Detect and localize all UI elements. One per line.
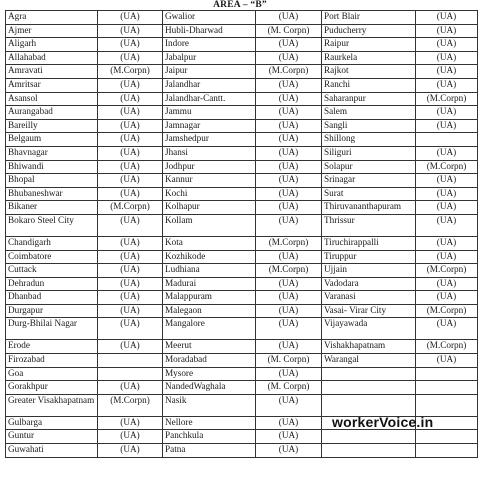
city-class-cell: (UA): [416, 201, 478, 215]
city-class-cell: (UA): [98, 51, 163, 65]
city-name-cell: Warangal: [322, 354, 416, 368]
city-name-cell: Kota: [163, 236, 256, 250]
city-class-cell: (M.Corpn): [416, 304, 478, 318]
city-class-cell: (UA): [256, 174, 322, 188]
city-class-cell: (UA): [98, 119, 163, 133]
city-name-cell: Durg-Bhilai Nagar: [6, 318, 98, 340]
table-row: [6, 146, 478, 160]
city-class-cell: (UA): [256, 78, 322, 92]
city-classification-table: [5, 10, 478, 458]
city-name-cell: Patna: [163, 444, 256, 458]
city-class-cell: (UA): [416, 187, 478, 201]
city-class-cell: (UA): [256, 38, 322, 52]
table-row: [6, 236, 478, 250]
city-name-cell: Vishakhapatnam: [322, 340, 416, 354]
city-name-cell: Panchkula: [163, 430, 256, 444]
city-class-cell: (UA): [98, 236, 163, 250]
city-name-cell: Gorakhpur: [6, 381, 98, 395]
city-name-cell: Amritsar: [6, 78, 98, 92]
city-class-cell: (M.Corpn): [256, 236, 322, 250]
table-row: [6, 133, 478, 147]
city-class-cell: (UA): [256, 430, 322, 444]
city-class-cell: (UA): [98, 214, 163, 236]
table-row: [6, 214, 478, 236]
area-title: AREA – “B”: [213, 0, 267, 10]
city-class-cell: (UA): [256, 187, 322, 201]
city-name-cell: Jamshedpur: [163, 133, 256, 147]
city-name-cell: Mangalore: [163, 318, 256, 340]
city-name-cell: Jabalpur: [163, 51, 256, 65]
city-class-cell: (UA): [98, 11, 163, 25]
city-name-cell: Indore: [163, 38, 256, 52]
city-class-cell: (UA): [256, 304, 322, 318]
city-class-cell: (UA): [256, 340, 322, 354]
city-class-cell: (UA): [416, 214, 478, 236]
city-class-cell: (UA): [256, 201, 322, 215]
table-row: [6, 119, 478, 133]
city-name-cell: NandedWaghala: [163, 381, 256, 395]
city-name-cell: Dehradun: [6, 277, 98, 291]
city-class-cell: (M.Corpn): [416, 264, 478, 278]
city-name-cell: Malappuram: [163, 291, 256, 305]
city-class-cell: (M. Corpn): [256, 24, 322, 38]
city-name-cell: Goa: [6, 367, 98, 381]
city-class-cell: (UA): [256, 146, 322, 160]
city-name-cell: Firozabad: [6, 354, 98, 368]
city-class-cell: (UA): [98, 160, 163, 174]
city-class-cell: (UA): [256, 291, 322, 305]
city-class-cell: (M.Corpn): [98, 65, 163, 79]
city-name-cell: Port Blair: [322, 11, 416, 25]
city-name-cell: Jaipur: [163, 65, 256, 79]
city-class-cell: (UA): [98, 318, 163, 340]
city-class-cell: (UA): [98, 381, 163, 395]
city-class-cell: (UA): [98, 106, 163, 120]
city-name-cell: Aligarh: [6, 38, 98, 52]
city-class-cell: (UA): [256, 394, 322, 416]
city-class-cell: (UA): [416, 146, 478, 160]
city-name-cell: Belgaum: [6, 133, 98, 147]
city-class-cell: [416, 381, 478, 395]
city-name-cell: Ranchi: [322, 78, 416, 92]
city-class-cell: (UA): [256, 51, 322, 65]
city-name-cell: [322, 381, 416, 395]
city-name-cell: Guwahati: [6, 444, 98, 458]
city-name-cell: Salem: [322, 106, 416, 120]
table-row: [6, 187, 478, 201]
watermark-text: workerVoice.in: [332, 414, 434, 430]
city-name-cell: Varanasi: [322, 291, 416, 305]
city-class-cell: [416, 430, 478, 444]
city-name-cell: Raurkela: [322, 51, 416, 65]
table-row: [6, 444, 478, 458]
city-name-cell: Malegaon: [163, 304, 256, 318]
city-class-cell: (UA): [416, 119, 478, 133]
city-name-cell: Meerut: [163, 340, 256, 354]
table-row: [6, 381, 478, 395]
city-name-cell: Jammu: [163, 106, 256, 120]
city-name-cell: [322, 430, 416, 444]
city-class-cell: [416, 133, 478, 147]
city-name-cell: Saharanpur: [322, 92, 416, 106]
city-class-cell: [98, 367, 163, 381]
city-name-cell: Nasik: [163, 394, 256, 416]
city-class-cell: (UA): [416, 106, 478, 120]
city-class-cell: (UA): [256, 318, 322, 340]
table-row: [6, 160, 478, 174]
city-class-cell: (UA): [98, 430, 163, 444]
city-class-cell: (UA): [98, 340, 163, 354]
city-class-cell: (UA): [98, 174, 163, 188]
table-row: [6, 264, 478, 278]
city-name-cell: Bhiwandi: [6, 160, 98, 174]
city-name-cell: Tiruchirappalli: [322, 236, 416, 250]
table-row: [6, 430, 478, 444]
city-name-cell: Kolhapur: [163, 201, 256, 215]
city-class-cell: (M.Corpn): [256, 65, 322, 79]
city-class-cell: (UA): [256, 160, 322, 174]
city-name-cell: Madurai: [163, 277, 256, 291]
city-class-cell: (UA): [98, 78, 163, 92]
city-class-cell: (UA): [256, 367, 322, 381]
city-class-cell: (UA): [416, 65, 478, 79]
city-class-cell: (UA): [98, 133, 163, 147]
city-class-cell: (UA): [416, 236, 478, 250]
city-class-cell: (M. Corpn): [256, 381, 322, 395]
city-name-cell: Jalandhar: [163, 78, 256, 92]
city-name-cell: Kozhikode: [163, 250, 256, 264]
city-name-cell: [322, 444, 416, 458]
city-name-cell: Mysore: [163, 367, 256, 381]
city-class-cell: (UA): [98, 277, 163, 291]
city-name-cell: Allahabad: [6, 51, 98, 65]
city-name-cell: Bhavnagar: [6, 146, 98, 160]
city-name-cell: Shillong: [322, 133, 416, 147]
city-name-cell: Srinagar: [322, 174, 416, 188]
city-class-cell: (UA): [98, 92, 163, 106]
city-class-cell: [416, 444, 478, 458]
city-class-cell: (UA): [416, 11, 478, 25]
table-row: [6, 291, 478, 305]
city-name-cell: Bokaro Steel City: [6, 214, 98, 236]
table-row: [6, 367, 478, 381]
city-class-cell: (UA): [416, 38, 478, 52]
city-class-cell: (UA): [98, 250, 163, 264]
city-name-cell: Amravati: [6, 65, 98, 79]
city-name-cell: Jhansi: [163, 146, 256, 160]
city-name-cell: Gwalior: [163, 11, 256, 25]
city-class-cell: (UA): [416, 78, 478, 92]
city-class-cell: (UA): [416, 250, 478, 264]
city-class-cell: (UA): [416, 354, 478, 368]
city-name-cell: Agra: [6, 11, 98, 25]
city-name-cell: Bhopal: [6, 174, 98, 188]
city-name-cell: Puducherry: [322, 24, 416, 38]
city-class-cell: (UA): [416, 174, 478, 188]
city-class-cell: (UA): [256, 250, 322, 264]
table-row: [6, 78, 478, 92]
city-name-cell: Jalandhar-Cantt.: [163, 92, 256, 106]
city-class-cell: (UA): [98, 291, 163, 305]
city-name-cell: Bareilly: [6, 119, 98, 133]
city-class-cell: [98, 354, 163, 368]
city-class-cell: (UA): [256, 119, 322, 133]
city-class-cell: (UA): [256, 214, 322, 236]
city-name-cell: [322, 367, 416, 381]
city-class-cell: (UA): [256, 106, 322, 120]
table-body: [6, 11, 478, 458]
city-class-cell: (M.Corpn): [256, 264, 322, 278]
city-name-cell: Thrissur: [322, 214, 416, 236]
city-name-cell: Vadodara: [322, 277, 416, 291]
table-row: [6, 92, 478, 106]
city-class-cell: (UA): [98, 24, 163, 38]
city-name-cell: Vijayawada: [322, 318, 416, 340]
table-row: [6, 340, 478, 354]
city-class-cell: (UA): [98, 416, 163, 430]
city-name-cell: Ludhiana: [163, 264, 256, 278]
table-row: [6, 318, 478, 340]
city-name-cell: Aurangabad: [6, 106, 98, 120]
table-row: [6, 38, 478, 52]
city-name-cell: Ujjain: [322, 264, 416, 278]
city-name-cell: Asansol: [6, 92, 98, 106]
table-row: [6, 174, 478, 188]
city-class-cell: (UA): [98, 187, 163, 201]
city-class-cell: (UA): [416, 291, 478, 305]
city-class-cell: (M.Corpn): [98, 201, 163, 215]
table-row: [6, 11, 478, 25]
city-name-cell: Sangli: [322, 119, 416, 133]
city-name-cell: Jodhpur: [163, 160, 256, 174]
city-name-cell: Thiruvananthapuram: [322, 201, 416, 215]
table-row: [6, 277, 478, 291]
city-class-cell: (M.Corpn): [416, 160, 478, 174]
city-class-cell: (UA): [256, 11, 322, 25]
city-name-cell: Dhanbad: [6, 291, 98, 305]
city-name-cell: Moradabad: [163, 354, 256, 368]
city-name-cell: Bhubaneshwar: [6, 187, 98, 201]
table-row: [6, 24, 478, 38]
city-name-cell: Surat: [322, 187, 416, 201]
city-name-cell: Kollam: [163, 214, 256, 236]
table-row: [6, 250, 478, 264]
city-class-cell: [416, 367, 478, 381]
city-class-cell: (UA): [416, 51, 478, 65]
city-class-cell: (M.Corpn): [416, 340, 478, 354]
table-row: [6, 106, 478, 120]
city-name-cell: Kannur: [163, 174, 256, 188]
city-name-cell: Ajmer: [6, 24, 98, 38]
city-name-cell: Bikaner: [6, 201, 98, 215]
city-name-cell: Guntur: [6, 430, 98, 444]
city-name-cell: Hubli-Dharwad: [163, 24, 256, 38]
city-name-cell: Jamnagar: [163, 119, 256, 133]
city-class-cell: (UA): [256, 444, 322, 458]
city-name-cell: Greater Visakhapatnam: [6, 394, 98, 416]
city-class-cell: (M. Corpn): [256, 354, 322, 368]
city-class-cell: (UA): [256, 416, 322, 430]
table-row: [6, 304, 478, 318]
city-class-cell: (UA): [256, 133, 322, 147]
city-class-cell: (M.Corpn): [416, 92, 478, 106]
city-name-cell: Tiruppur: [322, 250, 416, 264]
city-name-cell: Cuttack: [6, 264, 98, 278]
city-class-cell: (UA): [98, 444, 163, 458]
city-class-cell: (UA): [256, 92, 322, 106]
city-name-cell: Raipur: [322, 38, 416, 52]
city-class-cell: (UA): [98, 304, 163, 318]
city-class-cell: (UA): [98, 146, 163, 160]
city-name-cell: Solapur: [322, 160, 416, 174]
city-class-cell: (UA): [98, 38, 163, 52]
table-row: [6, 51, 478, 65]
city-name-cell: Kochi: [163, 187, 256, 201]
city-name-cell: Rajkot: [322, 65, 416, 79]
city-class-cell: (UA): [416, 318, 478, 340]
city-class-cell: (UA): [256, 277, 322, 291]
city-name-cell: Chandigarh: [6, 236, 98, 250]
table-row: [6, 201, 478, 215]
city-name-cell: Nellore: [163, 416, 256, 430]
city-name-cell: Durgapur: [6, 304, 98, 318]
city-name-cell: Gulbarga: [6, 416, 98, 430]
city-name-cell: Siliguri: [322, 146, 416, 160]
city-name-cell: Vasai- Virar City: [322, 304, 416, 318]
city-name-cell: Coimbatore: [6, 250, 98, 264]
table-row: [6, 354, 478, 368]
table-row: [6, 65, 478, 79]
city-class-cell: (UA): [416, 277, 478, 291]
city-class-cell: (UA): [98, 264, 163, 278]
city-class-cell: (M.Corpn): [98, 394, 163, 416]
city-class-cell: (UA): [416, 24, 478, 38]
city-name-cell: Erode: [6, 340, 98, 354]
